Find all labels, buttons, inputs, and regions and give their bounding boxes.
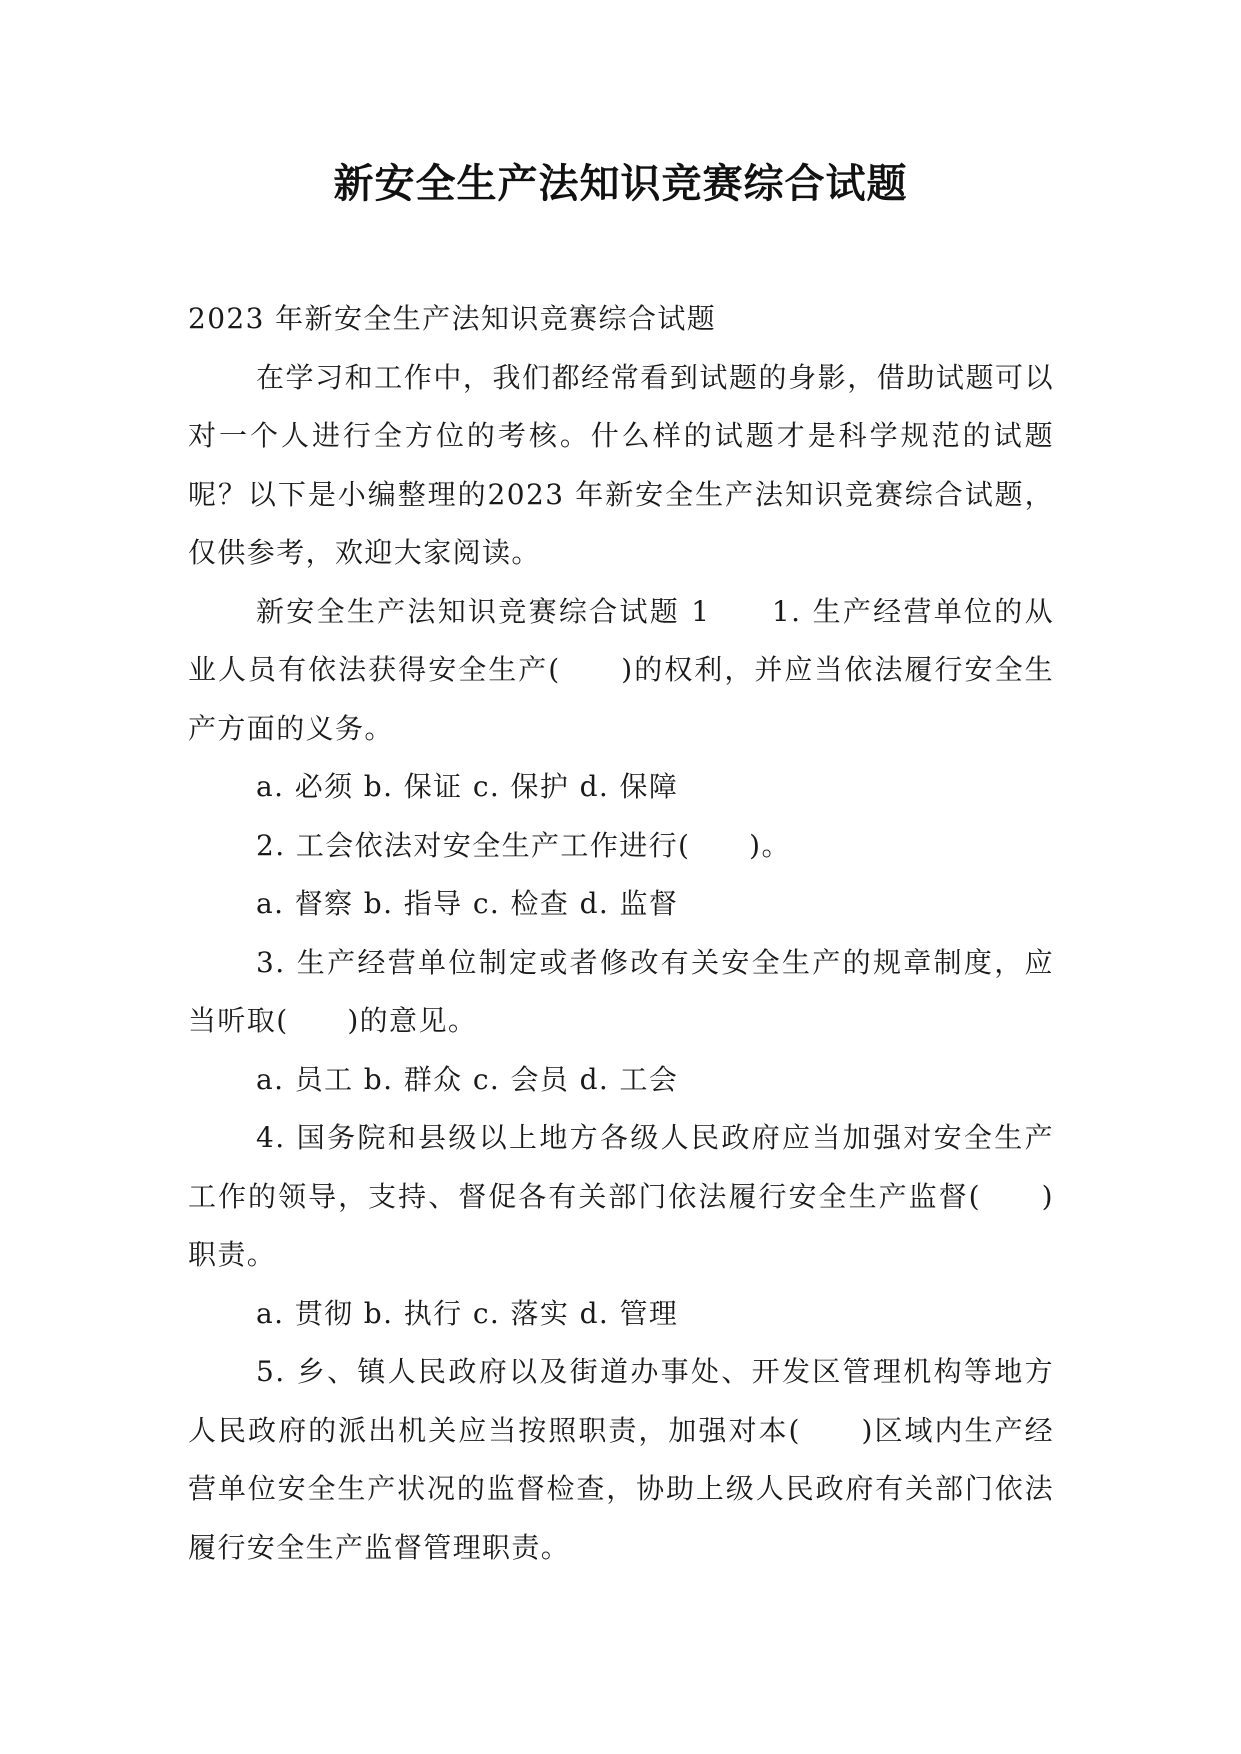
document-title: 新安全生产法知识竞赛综合试题: [333, 161, 908, 207]
question-5: 5. 乡、镇人民政府以及街道办事处、开发区管理机构等地方人民政府的派出机关应当按照职责，加强对本( )区域内生产经营单位安全生产状况的监督检查，协助上级人民政府有关部门依法履行安全生产监督管理职责。: [188, 1355, 1054, 1564]
options-2: a. 督察 b. 指导 c. 检查 d. 监督: [256, 887, 679, 920]
question-2: 2. 工会依法对安全生产工作进行( )。: [256, 828, 791, 862]
intro-paragraph: 在学习和工作中，我们都经常看到试题的身影，借助试题可以对一个人进行全方位的考核。什么样的试题才是科学规范的试题呢？以下是小编整理的2023 年新安全生产法知识竞赛综合试题，仅供参考，欢迎大家阅读。: [188, 360, 1054, 569]
options-4: a. 贯彻 b. 执行 c. 落实 d. 管理: [256, 1296, 679, 1330]
question-1: 新安全生产法知识竞赛综合试题 1 1. 生产经营单位的从业人员有依法获得安全生产( )的权利，并应当依法履行安全生产方面的义务。: [188, 594, 1054, 745]
options-3: a. 员工 b. 群众 c. 会员 d. 工会: [256, 1062, 679, 1096]
options-1: a. 必须 b. 保证 c. 保护 d. 保障: [256, 770, 679, 803]
subtitle-paragraph: 2023 年新安全生产法知识竞赛综合试题: [188, 302, 717, 335]
question-3: 3. 生产经营单位制定或者修改有关安全生产的规章制度，应当听取( )的意见。: [188, 945, 1054, 1037]
question-4: 4. 国务院和县级以上地方各级人民政府应当加强对安全生产工作的领导，支持、督促各有关部门依法履行安全生产监督( )职责。: [188, 1121, 1054, 1271]
document-body: [188, 290, 1054, 1577]
